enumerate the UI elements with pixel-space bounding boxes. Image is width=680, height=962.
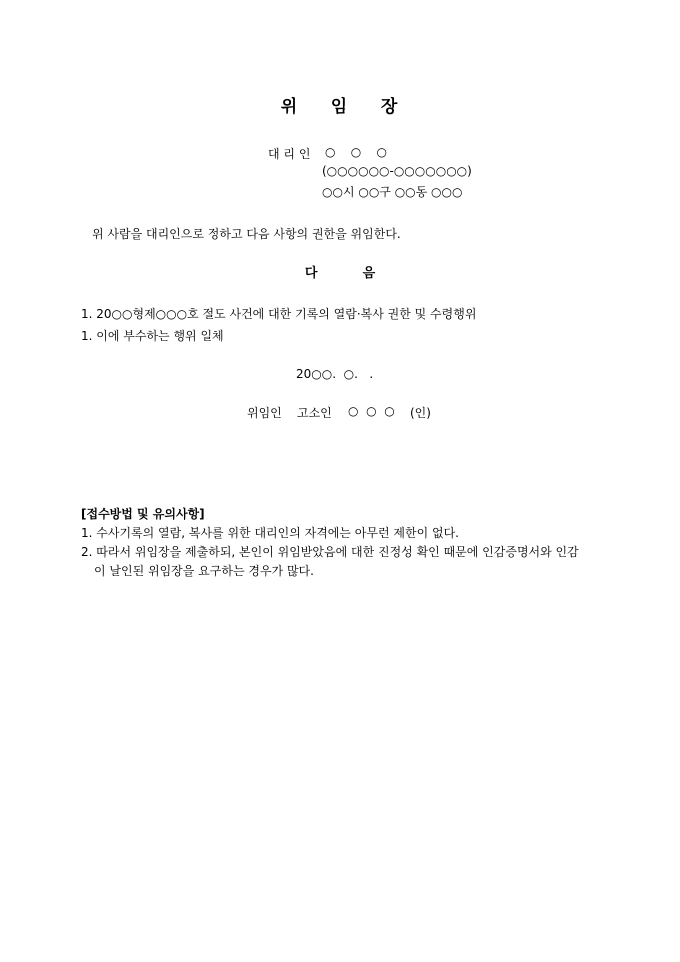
notice-item-2-continued: 이 날인된 위임장을 요구하는 경우가 많다. — [94, 564, 314, 578]
section-heading: 다 음 — [304, 266, 376, 281]
delegation-item-2: 1. 이에 부수하는 행위 일체 — [81, 329, 224, 343]
signature-role: 고소인 — [297, 406, 332, 420]
document-date: 20○○. ○. . — [296, 367, 374, 381]
signature-seal: (인) — [410, 406, 431, 420]
agent-label: 대 리 인 — [268, 147, 311, 161]
notice-heading: [접수방법 및 유의사항] — [81, 507, 205, 521]
delegation-statement: 위 사람을 대리인으로 정하고 다음 사항의 권한을 위임한다. — [92, 227, 401, 241]
notice-item-1: 1. 수사기록의 열람, 복사를 위한 대리인의 자격에는 아무런 제한이 없다. — [81, 526, 459, 540]
signature-label: 위임인 — [247, 406, 282, 420]
agent-id-number: (○○○○○○-○○○○○○○) — [322, 164, 472, 178]
agent-name: ○ ○ ○ — [325, 145, 387, 159]
signature-name: ○ ○ ○ — [348, 404, 395, 418]
notice-item-2: 2. 따라서 위임장을 제출하되, 본인이 위임받았음에 대한 진정성 확인 때문에 인감증명서와 인감 — [81, 545, 579, 559]
document-title: 위 임 장 — [280, 97, 400, 117]
delegation-item-1: 1. 20○○형제○○○호 절도 사건에 대한 기록의 열람·복사 권한 및 수령행위 — [81, 307, 477, 321]
agent-address: ○○시 ○○구 ○○동 ○○○ — [322, 185, 463, 199]
